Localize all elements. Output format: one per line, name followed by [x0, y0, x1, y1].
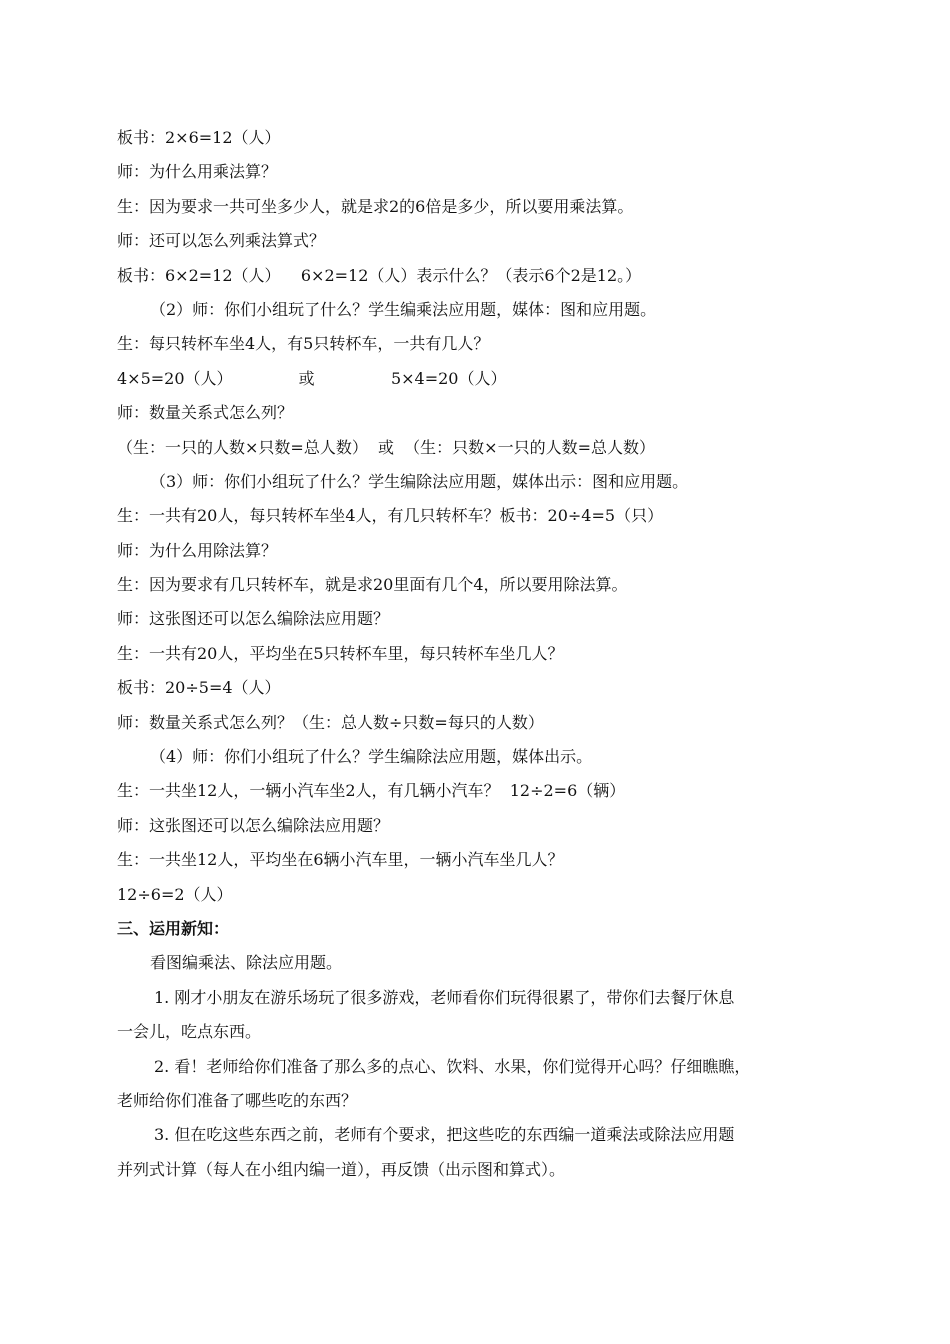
text-line: 板书：6×2=12（人） 6×2=12（人）表示什么？（表示6个2是12。） — [117, 265, 642, 285]
text-line: 师：数量关系式怎么列？ — [117, 403, 294, 423]
paragraph-3-line-2: 并列式计算（每人在小组内编一道），再反馈（出示图和算式）。 — [117, 1159, 566, 1179]
text-line: 生：一共有20人，每只转杯车坐4人，有几只转杯车？板书：20÷4=5（只） — [117, 506, 664, 526]
paragraph-3-line-1: 3. 但在吃这些东西之前，老师有个要求，把这些吃的东西编一道乘法或除法应用题 — [154, 1125, 735, 1145]
section-heading: 三、运用新知： — [117, 918, 230, 938]
document-body — [117, 121, 847, 1187]
text-line: 板书：2×6=12（人） — [117, 128, 281, 147]
paragraph-2-line-2: 老师给你们准备了哪些吃的东西？ — [117, 1090, 358, 1110]
text-line: 生：一共有20人，平均坐在5只转杯车里，每只转杯车坐几人？ — [117, 643, 564, 663]
text-line: 看图编乘法、除法应用题。 — [150, 953, 343, 973]
text-line: 生：因为要求一共可坐多少人，就是求2的6倍是多少，所以要用乘法算。 — [117, 196, 634, 216]
paragraph-1-line-1: 1. 刚才小朋友在游乐场玩了很多游戏，老师看你们玩得很累了，带你们去餐厅休息 — [154, 987, 735, 1007]
text-line: （2）师：你们小组玩了什么？学生编乘法应用题，媒体：图和应用题。 — [150, 299, 657, 319]
text-line: 师：这张图还可以怎么编除法应用题？ — [117, 609, 390, 629]
text-line: 生：一共坐12人，平均坐在6辆小汽车里，一辆小汽车坐几人？ — [117, 850, 564, 870]
text-line: 生：每只转杯车坐4人，有5只转杯车，一共有几人？ — [117, 334, 490, 354]
text-line: 生：因为要求有几只转杯车，就是求20里面有几个4，所以要用除法算。 — [117, 575, 628, 595]
text-line: 师：为什么用除法算？ — [117, 540, 278, 560]
text-line: （生：一只的人数×只数=总人数） 或 （生：只数×一只的人数=总人数） — [117, 437, 655, 457]
paragraph-2-line-1: 2. 看！老师给你们准备了那么多的点心、饮料、水果，你们觉得开心吗？仔细瞧瞧， — [154, 1056, 751, 1076]
text-line: 12÷6=2（人） — [117, 884, 233, 904]
text-line: 师：为什么用乘法算？ — [117, 162, 278, 182]
text-line: （4）师：你们小组玩了什么？学生编除法应用题，媒体出示。 — [150, 747, 593, 767]
text-line: 生：一共坐12人，一辆小汽车坐2人，有几辆小汽车？ 12÷2=6（辆） — [117, 781, 626, 801]
text-line: 板书：20÷5=4（人） — [117, 678, 281, 698]
text-line: （3）师：你们小组玩了什么？学生编除法应用题，媒体出示：图和应用题。 — [150, 471, 689, 491]
paragraph-1-line-2: 一会儿，吃点东西。 — [117, 1022, 262, 1042]
text-line: 4×5=20（人） 或 5×4=20（人） — [117, 368, 507, 388]
text-line: 师：数量关系式怎么列？（生：总人数÷只数=每只的人数） — [117, 712, 544, 732]
text-line: 师：这张图还可以怎么编除法应用题？ — [117, 815, 390, 835]
text-line: 师：还可以怎么列乘法算式？ — [117, 231, 326, 251]
